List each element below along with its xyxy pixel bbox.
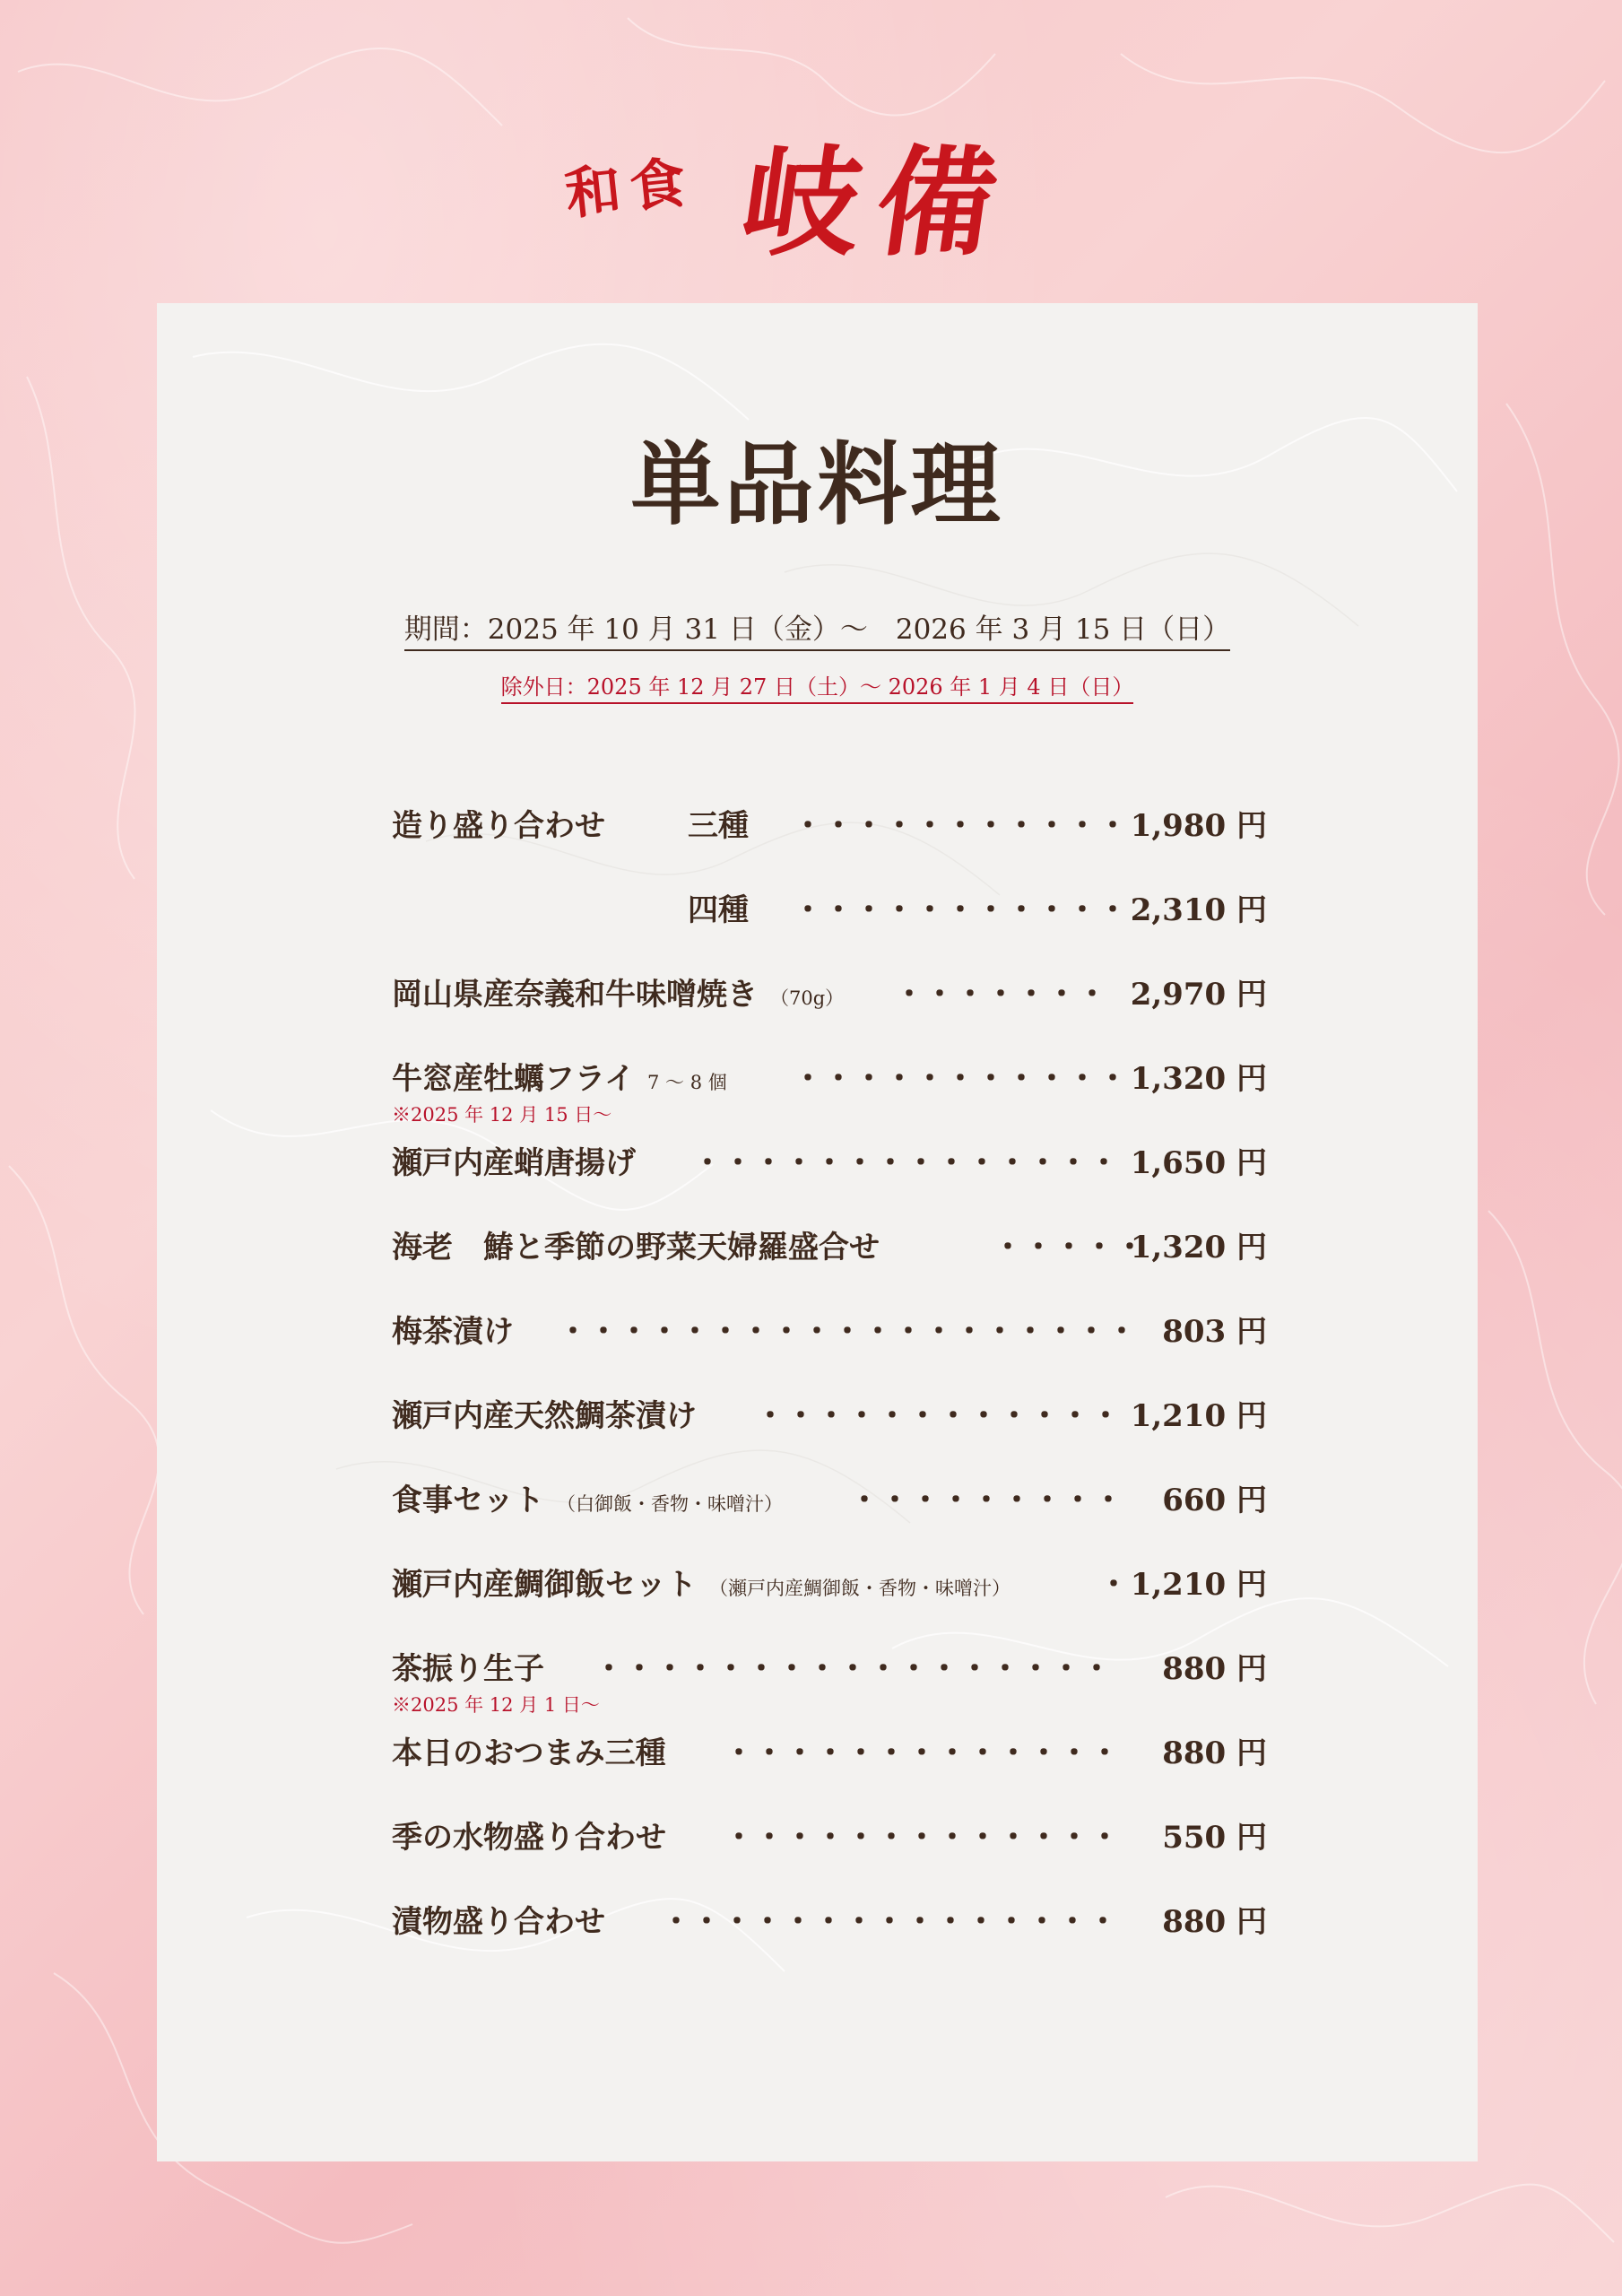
item-note: （瀬戸内産鯛御飯・香物・味噌汁） (709, 1578, 1010, 1599)
logo-name: 岐備 (733, 134, 1022, 273)
item-name: 漬物盛り合わせ (392, 1904, 605, 1940)
menu-item-wagyu-miso (392, 970, 1267, 1023)
item-price: 1,980 円 (1130, 808, 1267, 844)
menu-item-otsumami (392, 1728, 1267, 1782)
item-note: （白御飯・香物・味噌汁） (557, 1493, 783, 1515)
item-name-text: 食事セット (392, 1483, 544, 1518)
menu-item-mizumono (392, 1813, 1267, 1866)
menu-item-tsukemono (392, 1897, 1267, 1951)
period-text (157, 606, 1478, 647)
period-label: 期間：2025 年 10 月 31 日（金）～ 2026 年 3 月 15 日（日） (404, 613, 1230, 651)
item-leader-dots: ・・・・・・・・・・・ (793, 808, 1128, 844)
item-price: 2,970 円 (1130, 977, 1267, 1013)
menu-item-octopus-karaage (392, 1138, 1267, 1192)
item-price: 880 円 (1162, 1651, 1267, 1687)
item-name-text: 岡山県産奈義和牛味噌焼き (392, 977, 758, 1013)
item-price: 803 円 (1162, 1314, 1267, 1350)
menu-item-tai-gohan-set (392, 1560, 1267, 1613)
item-leader-dots: ・・・・・・・・・・・・・ (724, 1820, 1120, 1856)
item-name-text: 牛窓産牡蠣フライ (392, 1061, 635, 1097)
item-name-text: 瀬戸内産鯛御飯セット (392, 1567, 697, 1603)
item-name: 造り盛り合わせ (392, 808, 605, 844)
item-leader-dots: ・・・・・・・・・・・・・・・ (661, 1904, 1118, 1940)
menu-item-meal-set (392, 1475, 1267, 1529)
item-price: 660 円 (1162, 1483, 1267, 1518)
item-name (392, 1475, 783, 1519)
item-leader-dots: ・・・・・・・・・・・ (793, 1061, 1128, 1097)
menu-item-ume-chazuke (392, 1307, 1267, 1361)
item-leader-dots: ・・・・・・・・・・・・・・・・・ (594, 1651, 1112, 1687)
item-leader-dots: ・・・・・・・・・・・・・・・・・・・ (558, 1314, 1137, 1350)
item-leader-dots: ・・・・・・・・・・・・・ (724, 1735, 1120, 1771)
menu-item-tempura (392, 1222, 1267, 1276)
item-price: 1,320 円 (1130, 1230, 1267, 1265)
menu-item-chaburi-namako (392, 1644, 1267, 1698)
item-leader-dots: ・・・・・・・ (894, 977, 1107, 1013)
item-leader-dots: ・・・・・・・・・ (849, 1483, 1123, 1518)
item-leader-dots: ・ (1098, 1567, 1129, 1603)
menu-item-sashimi-4 (392, 885, 1267, 939)
item-leader-dots: ・・・・・・・・・・・ (793, 892, 1128, 928)
item-price: 1,320 円 (1130, 1061, 1267, 1097)
item-leader-dots: ・・・・・・・・・・・・ (755, 1398, 1121, 1434)
item-price: 550 円 (1162, 1820, 1267, 1856)
item-name (392, 1054, 727, 1098)
excluded-dates-text (157, 669, 1478, 700)
excluded-label: 除外日：2025 年 12 月 27 日（土）～ 2026 年 1 月 4 日（日） (501, 674, 1134, 704)
item-name: 瀬戸内産蛸唐揚げ (392, 1145, 636, 1181)
item-price: 880 円 (1162, 1735, 1267, 1771)
item-note: （70g） (770, 987, 845, 1009)
item-variant: 四種 (688, 892, 749, 928)
item-price: 1,650 円 (1130, 1145, 1267, 1181)
item-note: 7 ～ 8 個 (646, 1072, 727, 1093)
item-name: 季の水物盛り合わせ (392, 1820, 666, 1856)
item-name: 本日のおつまみ三種 (392, 1735, 666, 1771)
item-price: 880 円 (1162, 1904, 1267, 1940)
item-name: 梅茶漬け (392, 1314, 514, 1350)
menu-item-sashimi-3 (392, 801, 1267, 855)
item-name: 茶振り生子 (392, 1651, 544, 1687)
item-price: 2,310 円 (1130, 892, 1267, 928)
logo-washoku: 和食 (562, 148, 698, 228)
item-price: 1,210 円 (1130, 1567, 1267, 1603)
menu-panel (157, 303, 1478, 2161)
menu-item-tai-chazuke (392, 1391, 1267, 1445)
item-name (392, 1560, 1010, 1604)
item-name (392, 970, 844, 1013)
item-leader-dots: ・・・・・ (993, 1230, 1145, 1265)
menu-item-oyster-fry (392, 1054, 1267, 1108)
restaurant-logo (562, 108, 1067, 273)
item-variant: 三種 (688, 808, 749, 844)
item-price: 1,210 円 (1130, 1398, 1267, 1434)
item-name: 瀬戸内産天然鯛茶漬け (392, 1398, 697, 1434)
availability-note: ※2025 年 12 月 15 日～ (392, 1104, 612, 1126)
availability-note: ※2025 年 12 月 1 日～ (392, 1694, 600, 1716)
item-name: 海老 鰆と季節の野菜天婦羅盛合せ (392, 1230, 880, 1265)
item-leader-dots: ・・・・・・・・・・・・・・ (692, 1145, 1119, 1181)
page-title: 単品料理 (630, 431, 1004, 537)
